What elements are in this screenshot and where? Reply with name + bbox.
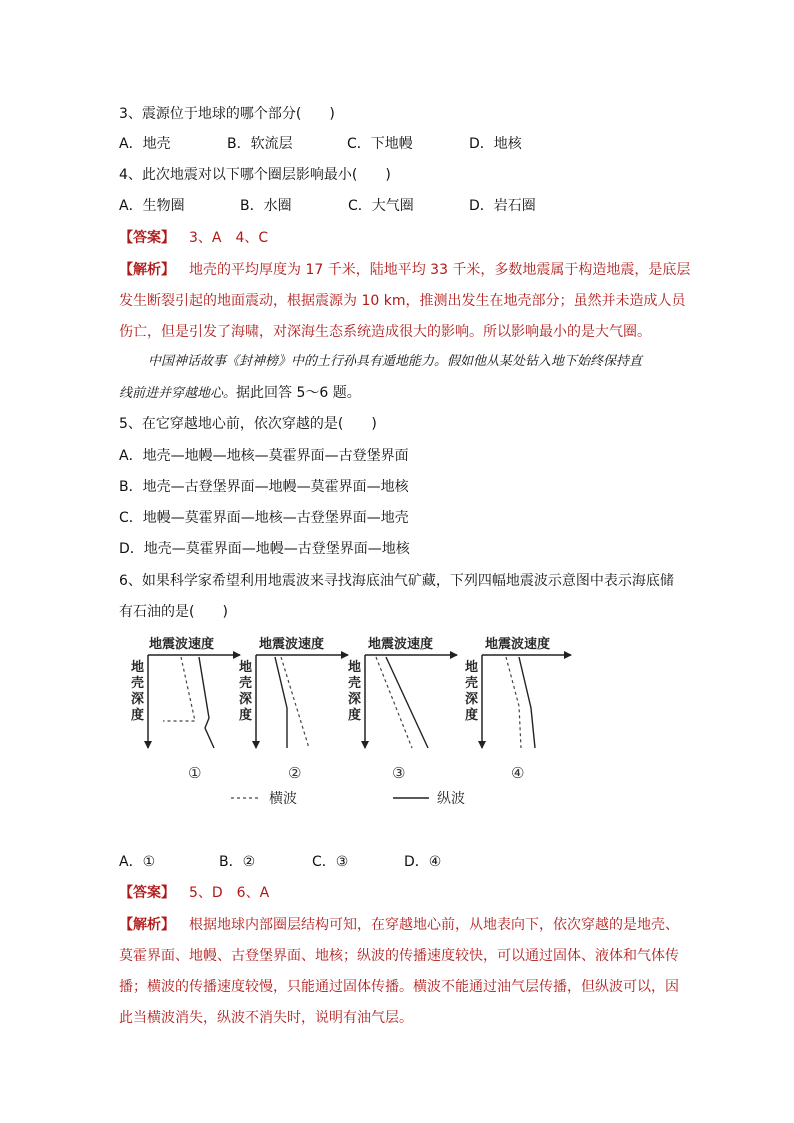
q3-question: 3、震源位于地球的哪个部分( )	[119, 106, 335, 122]
svg-text:度: 度	[348, 708, 362, 723]
q4-question: 4、此次地震对以下哪个圈层影响最小( )	[119, 167, 391, 183]
analysis-2-line-3: 播；横波的传播速度较慢，只能通过固体传播。横波不能通过油气层传播，但纵波可以，因	[119, 979, 679, 995]
svg-text:地: 地	[131, 660, 145, 675]
analysis-1-line-1: 【解析】 地壳的平均厚度为 17 千米，陆地平均 33 千米，多数地震属于构造地震，是底层	[119, 262, 691, 278]
analysis-1-line-3: 伤亡，但是引发了海啸，对深海生态系统造成很大的影响。所以影响最小的是大气圈。	[119, 324, 651, 340]
figure-legend	[231, 790, 465, 807]
answer-1-label: 【答案】	[119, 230, 175, 246]
svg-text:壳: 壳	[348, 676, 362, 691]
analysis-2-label: 【解析】	[119, 917, 175, 933]
panel-3-p-wave	[386, 657, 428, 748]
analysis-1-label: 【解析】	[119, 262, 175, 278]
intro-line-2: 线前进并穿越地心。据此回答 5～6 题。	[119, 385, 361, 401]
q3-option-d: D．地核	[469, 136, 522, 152]
panel-3-number: ③	[392, 764, 406, 782]
q6-option-c: C．③	[312, 854, 349, 870]
svg-text:度: 度	[465, 708, 479, 723]
panel-4-number: ④	[511, 764, 525, 782]
panel-3	[348, 636, 457, 782]
svg-text:壳: 壳	[239, 676, 253, 691]
legend-dashed-label: 横波	[269, 791, 297, 807]
intro-line-1: 中国神话故事《封神榜》中的土行孙具有遁地能力。假如他从某处钻入地下始终保持直	[148, 354, 643, 369]
analysis-1-line-2: 发生断裂引起的地面震动，根据震源为 10 km，推测出发生在地壳部分；虽然并未造成人员	[119, 293, 686, 309]
svg-text:深: 深	[239, 692, 253, 707]
q6-options	[119, 852, 441, 872]
svg-text:壳: 壳	[131, 676, 145, 691]
panel-1-number: ①	[188, 764, 202, 782]
q5-option-c: C．地幔—莫霍界面—地核—古登堡界面—地壳	[119, 510, 409, 526]
answer-1-text: 3、A 4、C	[189, 230, 269, 246]
q4-options	[119, 196, 536, 216]
analysis-2-line-4: 此当横波消失，纵波不消失时，说明有油气层。	[119, 1010, 413, 1026]
panel-4-s-wave	[506, 657, 521, 748]
svg-text:地: 地	[465, 660, 479, 675]
q3-option-b: B．软流层	[227, 136, 293, 152]
legend-solid-label: 纵波	[437, 791, 465, 807]
analysis-2-line-2: 莫霍界面、地幔、古登堡界面、地核；纵波的传播速度较快，可以通过固体、液体和气体传	[119, 948, 679, 964]
svg-text:度: 度	[131, 708, 145, 723]
panel-4	[465, 636, 571, 782]
svg-text:度: 度	[239, 708, 253, 723]
analysis-2-line-1: 【解析】 根据地球内部圈层结构可知，在穿越地心前，从地表向下，依次穿越的是地壳、	[119, 917, 679, 933]
panel-2	[239, 636, 348, 782]
panel-1-x-label: 地震波速度	[149, 637, 215, 652]
answer-2-label: 【答案】	[119, 885, 175, 901]
svg-text:地: 地	[239, 660, 253, 675]
panel-3-x-label: 地震波速度	[368, 637, 434, 652]
svg-text:地: 地	[348, 660, 362, 675]
q4-option-c: C．大气圈	[348, 198, 414, 214]
panel-1-p-wave	[199, 657, 214, 748]
q3-option-c: C．下地幔	[347, 136, 413, 152]
answer-2-text: 5、D 6、A	[189, 885, 270, 901]
svg-text:深: 深	[131, 692, 145, 707]
panel-1-s-wave	[163, 657, 195, 721]
q5-option-a: A．地壳—地幔—地核—莫霍界面—古登堡界面	[119, 448, 409, 464]
panel-2-x-label: 地震波速度	[259, 637, 325, 652]
panel-1	[131, 636, 240, 782]
q6-question-line-2: 有石油的是( )	[119, 604, 228, 620]
svg-text:深: 深	[465, 692, 479, 707]
q5-question: 5、在它穿越地心前，依次穿越的是( )	[119, 416, 377, 432]
q4-option-d: D．岩石圈	[469, 198, 536, 214]
seismic-wave-figure	[115, 628, 595, 812]
panel-4-p-wave	[519, 657, 535, 748]
panel-4-x-label: 地震波速度	[485, 637, 551, 652]
q4-option-a: A．生物圈	[119, 198, 185, 214]
svg-text:壳: 壳	[465, 676, 479, 691]
q3-options	[119, 134, 522, 154]
answer-1	[119, 228, 268, 248]
q4-option-b: B．水圈	[240, 198, 292, 214]
q6-option-d: D．④	[404, 854, 442, 870]
answer-2	[119, 883, 269, 903]
q5-option-d: D．地壳—莫霍界面—地幔—古登堡界面—地核	[119, 541, 410, 557]
q5-option-b: B．地壳—古登堡界面—地幔—莫霍界面—地核	[119, 479, 409, 495]
q6-option-b: B．②	[219, 854, 256, 870]
panel-2-number: ②	[288, 764, 302, 782]
panel-2-p-wave-upper	[275, 657, 287, 708]
q6-option-a: A．①	[119, 854, 156, 870]
svg-text:深: 深	[348, 692, 362, 707]
q3-option-a: A．地壳	[119, 136, 171, 152]
q6-question-line-1: 6、如果科学家希望利用地震波来寻找海底油气矿藏，下列四幅地震波示意图中表示海底储	[119, 573, 674, 589]
